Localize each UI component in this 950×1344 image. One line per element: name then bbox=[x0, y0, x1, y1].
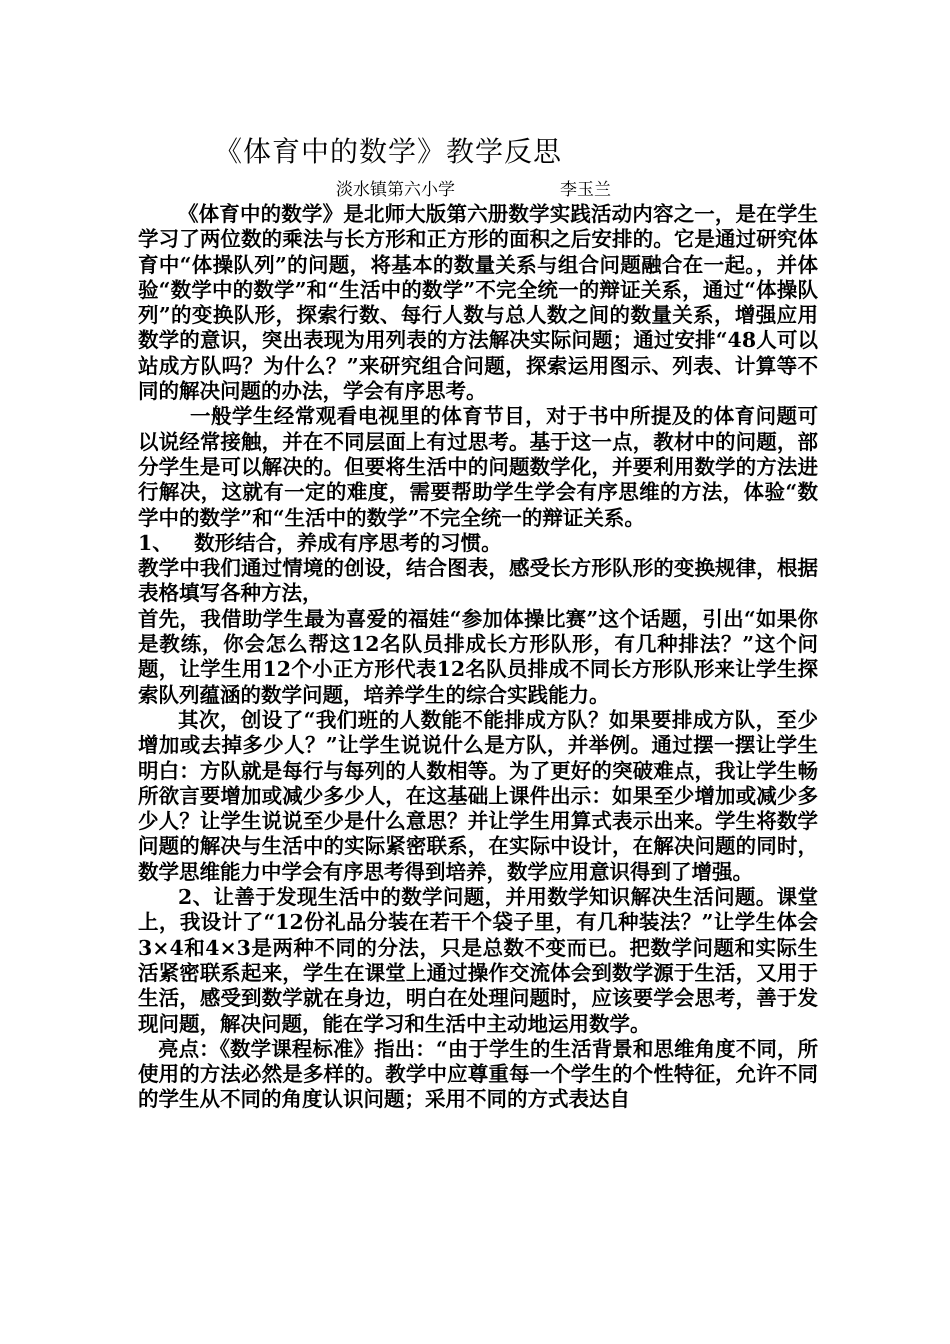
paragraph-second: 其次，创设了“我们班的人数能不能排成方队？如果要排成方队，至少增加或去掉多少人？”让学生说说什么是方队，并举例。通过摆一摆让学生明白：方队就是每行与每列的人数相等。为了更好的突破难点，我让学生畅所欲言要增加或减少多少人，在这基础上课件出示：如果至少增加或减少多少人？让学生说说至少是什么意思？并让学生用算式表示出来。学生将数学问题的解决与生活中的实际紧密联系，在实际中设计，在解决问题的同时，数学思维能力中学会有序思考得到培养，数学应用意识得到了增强。 bbox=[138, 707, 818, 884]
paragraph-highlight: 亮点：《数学课程标准》指出：“由于学生的生活背景和思维角度不同，所使用的方法必然是多样的。教学中应尊重每一个学生的个性特征，允许不同的学生从不同的角度认识问题；采用不同的方式表达自 bbox=[138, 1036, 818, 1112]
section-heading-2-paragraph: 2、让善于发现生活中的数学问题，并用数学知识解决生活问题。课堂上，我设计了“12份礼品分装在若干个袋子里，有几种装法？”让学生体会3×4和4×3是两种不同的分法，只是总数不变而已。把数学问题和实际生活紧密联系起来，学生在课堂上通过操作交流体会到数学源于生活，又用于生活，感受到数学就在身边，明白在处理问题时，应该要学会思考，善于发现问题，解决问题，能在学习和生活中主动地运用数学。 bbox=[138, 885, 818, 1036]
document-title: 《体育中的数学》教学反思 bbox=[214, 135, 563, 168]
paragraph-teaching: 教学中我们通过情境的创设，结合图表，感受长方形队形的变换规律，根据表格填写各种方法， bbox=[138, 556, 818, 606]
school-name: 淡水镇第六小学 bbox=[336, 180, 455, 200]
document-body bbox=[138, 202, 818, 1113]
paragraph-first: 首先，我借助学生最为喜爱的福娃“参加体操比赛”这个话题，引出“如果你是教练，你会怎么帮这12名队员排成长方形队形，有几种排法？”这个问题，让学生用12个小正方形代表12名队员排成不同长方形队形来让学生探索队列蕴涵的数学问题，培养学生的综合实践能力。 bbox=[138, 606, 818, 707]
section-heading-1: 1、 数形结合，养成有序思考的习惯。 bbox=[138, 530, 502, 555]
author-name: 李玉兰 bbox=[560, 180, 611, 200]
paragraph-intro: 《体育中的数学》是北师大版第六册数学实践活动内容之一，是在学生学习了两位数的乘法与长方形和正方形的面积之后安排的。它是通过研究体育中“体操队列”的问题，将基本的数量关系与组合问题融合在一起。，并体验“数学中的数学”和“生活中的数学”不完全统一的辩证关系，通过“体操队列”的变换队形，探索行数、每行人数与总人数之间的数量关系，增强应用数学的意识，突出表现为用列表的方法解决实际问题；通过安排“48人可以站成方队吗？为什么？”来研究组合问题，探索运用图示、列表、计算等不同的解决问题的办法，学会有序思考。 bbox=[138, 202, 818, 404]
paragraph-background: 一般学生经常观看电视里的体育节目，对于书中所提及的体育问题可以说经常接触，并在不同层面上有过思考。基于这一点，教材中的问题，部分学生是可以解决的。但要将生活中的问题数学化，并要利用数学的方法进行解决，这就有一定的难度，需要帮助学生学会有序思维的方法，体验“数学中的数学”和“生活中的数学”不完全统一的辩证关系。 bbox=[138, 404, 818, 530]
